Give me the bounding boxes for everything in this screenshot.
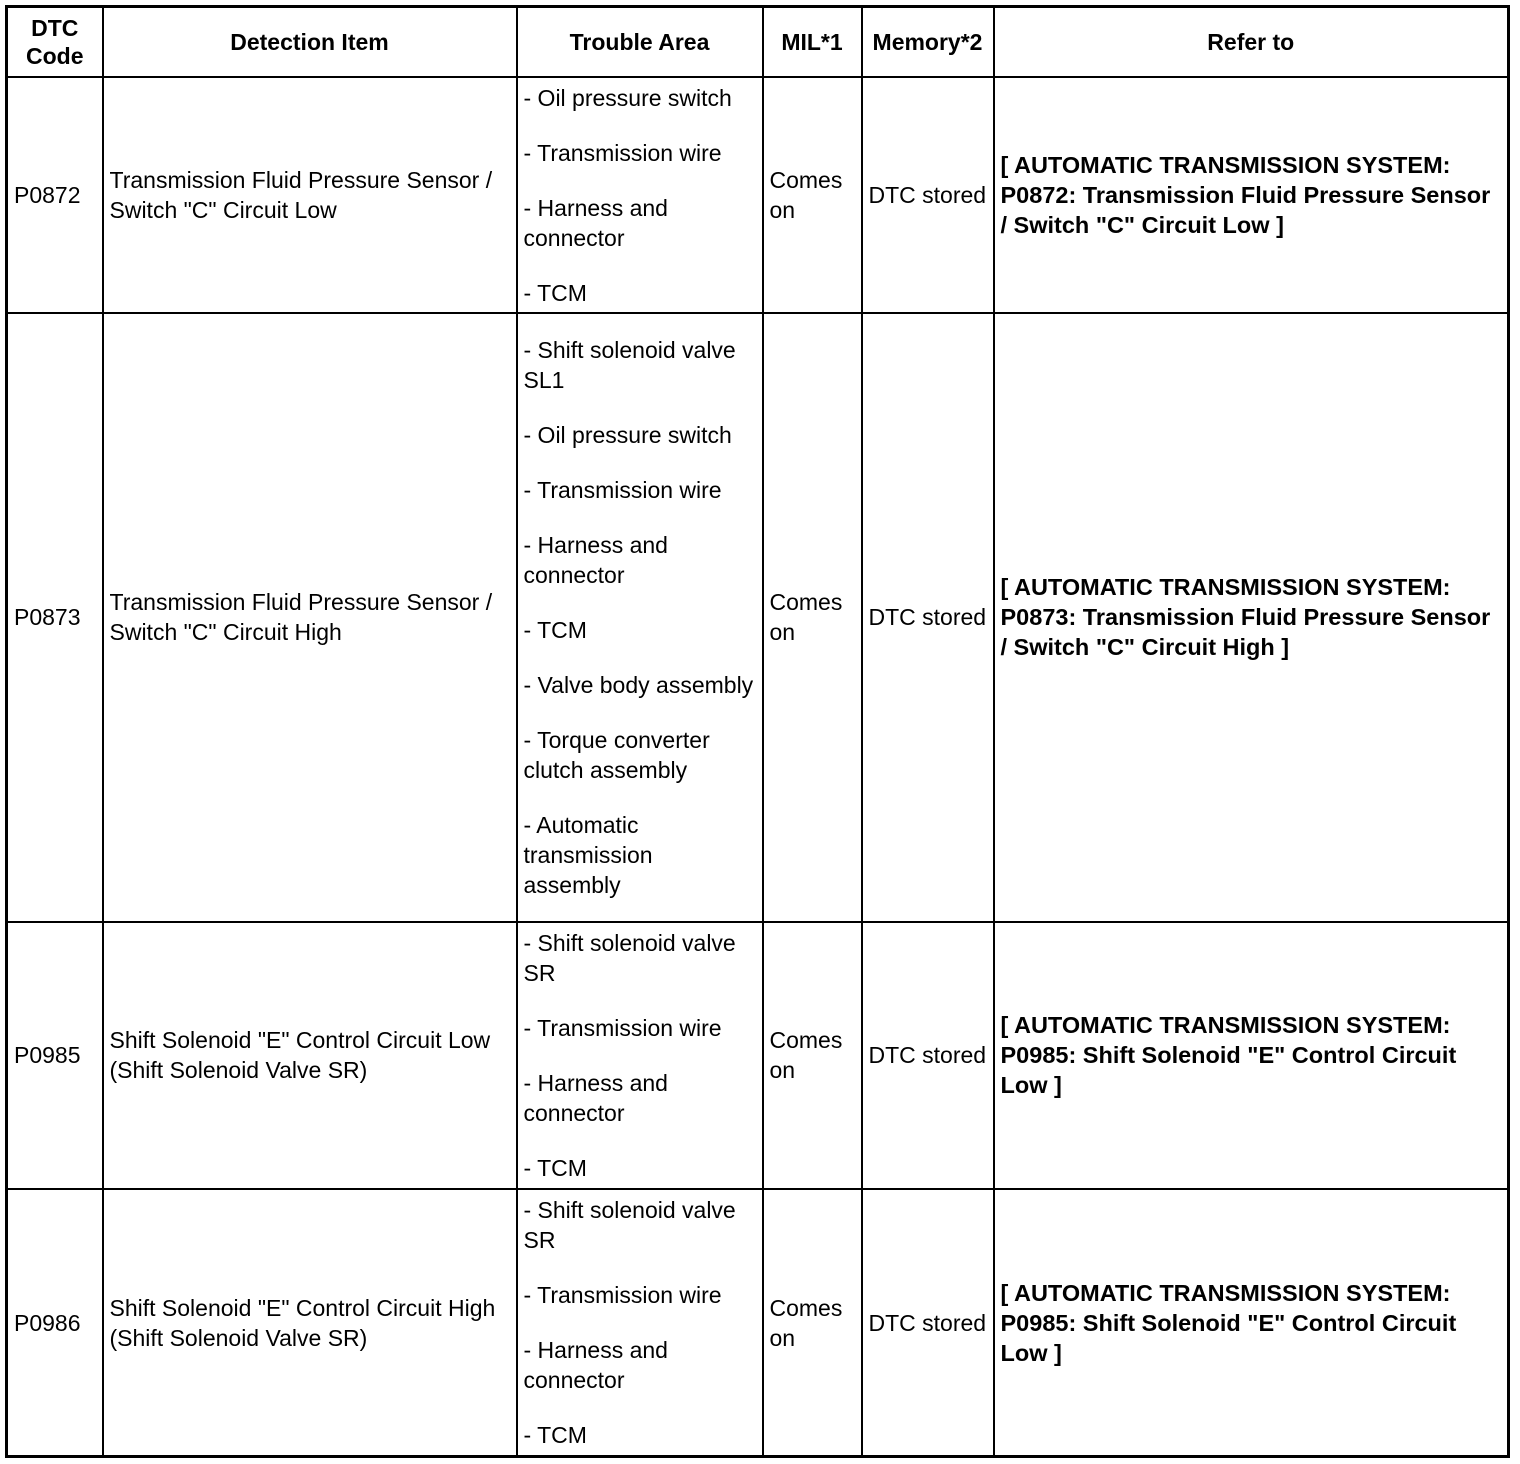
header-detection-item: Detection Item <box>103 7 517 78</box>
trouble-area-cell <box>517 922 763 1189</box>
table-row <box>7 1189 1509 1457</box>
detection-item-cell: Transmission Fluid Pressure Sensor / Switch "C" Circuit High <box>103 313 517 921</box>
detection-item-cell: Shift Solenoid "E" Control Circuit Low (Shift Solenoid Valve SR) <box>103 922 517 1189</box>
trouble-item: - Oil pressure switch <box>523 421 732 448</box>
dtc-code-cell: P0985 <box>7 922 103 1189</box>
trouble-item: - TCM <box>523 1154 587 1181</box>
trouble-item: - Transmission wire <box>523 476 722 503</box>
trouble-item: - Transmission wire <box>523 1014 722 1041</box>
detection-item-cell: Shift Solenoid "E" Control Circuit High (Shift Solenoid Valve SR) <box>103 1189 517 1457</box>
header-dtc-code: DTC Code <box>7 7 103 78</box>
mil-cell: Comes on <box>763 77 862 313</box>
refer-to-link[interactable]: [ AUTOMATIC TRANSMISSION SYSTEM: P0873: Transmission Fluid Pressure Sensor / Switch "C" Circuit High ] <box>994 313 1509 921</box>
trouble-area-cell <box>517 1189 763 1457</box>
dtc-code-cell: P0872 <box>7 77 103 313</box>
dtc-code-cell: P0986 <box>7 1189 103 1457</box>
header-row <box>7 7 1509 78</box>
header-memory: Memory*2 <box>862 7 994 78</box>
trouble-item: - TCM <box>523 279 587 306</box>
refer-to-link[interactable]: [ AUTOMATIC TRANSMISSION SYSTEM: P0872: Transmission Fluid Pressure Sensor / Switch "C" Circuit Low ] <box>994 77 1509 313</box>
trouble-item: - Shift solenoid valve SR <box>523 929 736 986</box>
trouble-item: - Transmission wire <box>523 139 722 166</box>
trouble-item: - TCM <box>523 616 587 643</box>
dtc-code-cell: P0873 <box>7 313 103 921</box>
header-refer-to: Refer to <box>994 7 1509 78</box>
mil-cell: Comes on <box>763 1189 862 1457</box>
trouble-item: - Oil pressure switch <box>523 84 732 111</box>
mil-cell: Comes on <box>763 313 862 921</box>
dtc-table <box>5 5 1510 1458</box>
memory-cell: DTC stored <box>862 313 994 921</box>
trouble-item: - Shift solenoid valve SL1 <box>523 336 736 393</box>
table-row <box>7 313 1509 921</box>
header-mil: MIL*1 <box>763 7 862 78</box>
trouble-area-cell <box>517 313 763 921</box>
detection-item-cell: Transmission Fluid Pressure Sensor / Switch "C" Circuit Low <box>103 77 517 313</box>
trouble-item: - Torque converter clutch assembly <box>523 726 710 783</box>
refer-to-link[interactable]: [ AUTOMATIC TRANSMISSION SYSTEM: P0985: Shift Solenoid "E" Control Circuit Low ] <box>994 922 1509 1189</box>
memory-cell: DTC stored <box>862 922 994 1189</box>
memory-cell: DTC stored <box>862 77 994 313</box>
memory-cell: DTC stored <box>862 1189 994 1457</box>
trouble-item: - Harness and connector <box>523 531 668 588</box>
trouble-item: - Harness and connector <box>523 1337 668 1393</box>
trouble-item: - TCM <box>523 1422 587 1448</box>
trouble-item: - Automatic transmission assembly <box>523 811 653 898</box>
trouble-item: - Valve body assembly <box>523 671 754 698</box>
trouble-item: - Transmission wire <box>523 1282 722 1308</box>
refer-to-link[interactable]: [ AUTOMATIC TRANSMISSION SYSTEM: P0985: Shift Solenoid "E" Control Circuit Low ] <box>994 1189 1509 1457</box>
table-row <box>7 77 1509 313</box>
trouble-item: - Harness and connector <box>523 1069 668 1126</box>
trouble-area-cell <box>517 77 763 313</box>
header-trouble-area: Trouble Area <box>517 7 763 78</box>
trouble-item: - Shift solenoid valve SR <box>523 1197 736 1253</box>
table-row <box>7 922 1509 1189</box>
trouble-item: - Harness and connector <box>523 194 668 251</box>
mil-cell: Comes on <box>763 922 862 1189</box>
